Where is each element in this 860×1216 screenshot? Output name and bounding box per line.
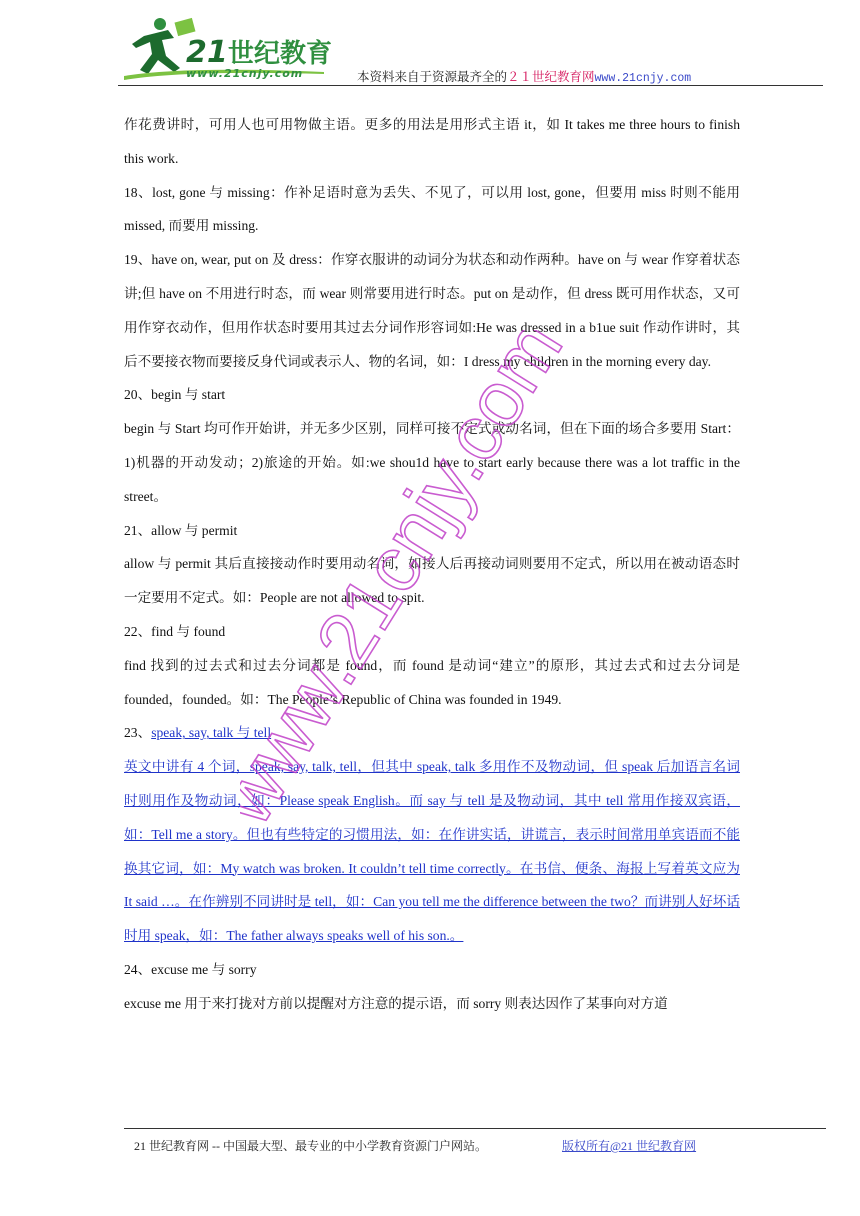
header-divider: [118, 85, 823, 86]
paragraph-18: 18、lost, gone 与 missing：作补足语时意为丢失、不见了，可以用 lost, gone，但要用 miss 时则不能用 missed, 而要用 missing.: [124, 184, 740, 234]
heading-23: [124, 716, 740, 750]
svg-text:世纪教育: 世纪教育: [228, 39, 333, 69]
heading-23-link[interactable]: speak, say, talk 与 tell: [151, 725, 272, 741]
paragraph-23-link[interactable]: 英文中讲有 4 个词，speak, say, talk, tell，但其中 speak, talk 多用作不及物动词，但 speak 后加语言名词时则用作及物动词，如：Please speak English。而 say 与 tell 是及物动词，其中 tell 常用作接双宾语，如：Tell me a story。但也有些特定的习惯用法，如：在作讲实话，讲谎言，表示时间常用单宾语而不能换其它词，如：My watch was broken. It couldn’t tell time correctly。在书信、便条、海报上写着英文应为 It said …。在作辨别不同讲时是 tell，如：Can you tell me the difference between the two？而讲别人好坏话时用 speak，如：The father always speaks well of his son.。: [124, 759, 740, 944]
heading-21: 21、allow 与 permit: [124, 522, 238, 538]
footer-site-description: 21 世纪教育网 -- 中国最大型、最专业的中小学教育资源门户网站。: [134, 1139, 487, 1153]
footer-divider: [124, 1128, 826, 1129]
site-logo: [124, 16, 354, 84]
paragraph-20: begin 与 Start 均可作开始讲，并无多少区别，同样可接不定式或动名词，但在下面的场合多要用 Start：1)机器的开动发动；2)旅途的开始。如:we shou1d have to start early because there was a lot traffic in the street。: [124, 421, 740, 504]
header-note-highlight: ２１世纪教育网: [507, 70, 595, 84]
svg-text:21: 21: [186, 35, 228, 70]
document-body: [124, 108, 740, 1021]
header-note-prefix: 本资料来自于资源最齐全的: [357, 70, 508, 84]
paragraph-24: excuse me 用于来打拢对方前以提醒对方注意的提示语，而 sorry 则表达因作了某事向对方道: [124, 995, 668, 1011]
paragraph-continuation: 作花费讲时，可用人也可用物做主语。更多的用法是用形式主语 it，如 It takes me three hours to finish this work.: [124, 117, 740, 166]
header-note-site[interactable]: www.21cnjy.com: [594, 72, 692, 85]
footer-copyright-link[interactable]: 版权所有@21 世纪教育网: [562, 1139, 697, 1153]
heading-22: 22、find 与 found: [124, 623, 226, 639]
paragraph-19: 19、have on, wear, put on 及 dress：作穿衣服讲的动词分为状态和动作两种。have on 与 wear 作穿着状态讲;但 have on 不用进行时态，而 wear 则常要用进行时态。put on 是动作，但 dress 既可用作状态，又可用作穿衣动作，但用作状态时要用其过去分词作形容词如:He was dressed in a b1ue suit 作动作讲时，其后不要接衣物而要接反身代词或表示人、物的名词，如：I dress my children in the morning every day.: [124, 252, 740, 369]
paragraph-21: allow 与 permit 其后直接接动作时要用动名词，如接人后再接动词则要用不定式，所以用在被动语态时一定要用不定式。如：People are not allowed to spit.: [124, 556, 740, 606]
svg-text:www.21cnjy.com: www.21cnjy.com: [186, 67, 304, 80]
watermark-text: www.21cnjy.com: [240, 330, 580, 840]
page-header: [0, 0, 860, 90]
heading-20: 20、begin 与 start: [124, 387, 226, 403]
paragraph-22: find 找到的过去式和过去分词都是 found，而 found 是动词“建立”的原形，其过去式和过去分词是 founded，founded。如：The People’s Republic of China was founded in 1949.: [124, 657, 740, 707]
heading-23-number: 23、: [124, 725, 152, 741]
heading-24: 24、excuse me 与 sorry: [124, 961, 257, 977]
header-source-note: [357, 67, 691, 85]
